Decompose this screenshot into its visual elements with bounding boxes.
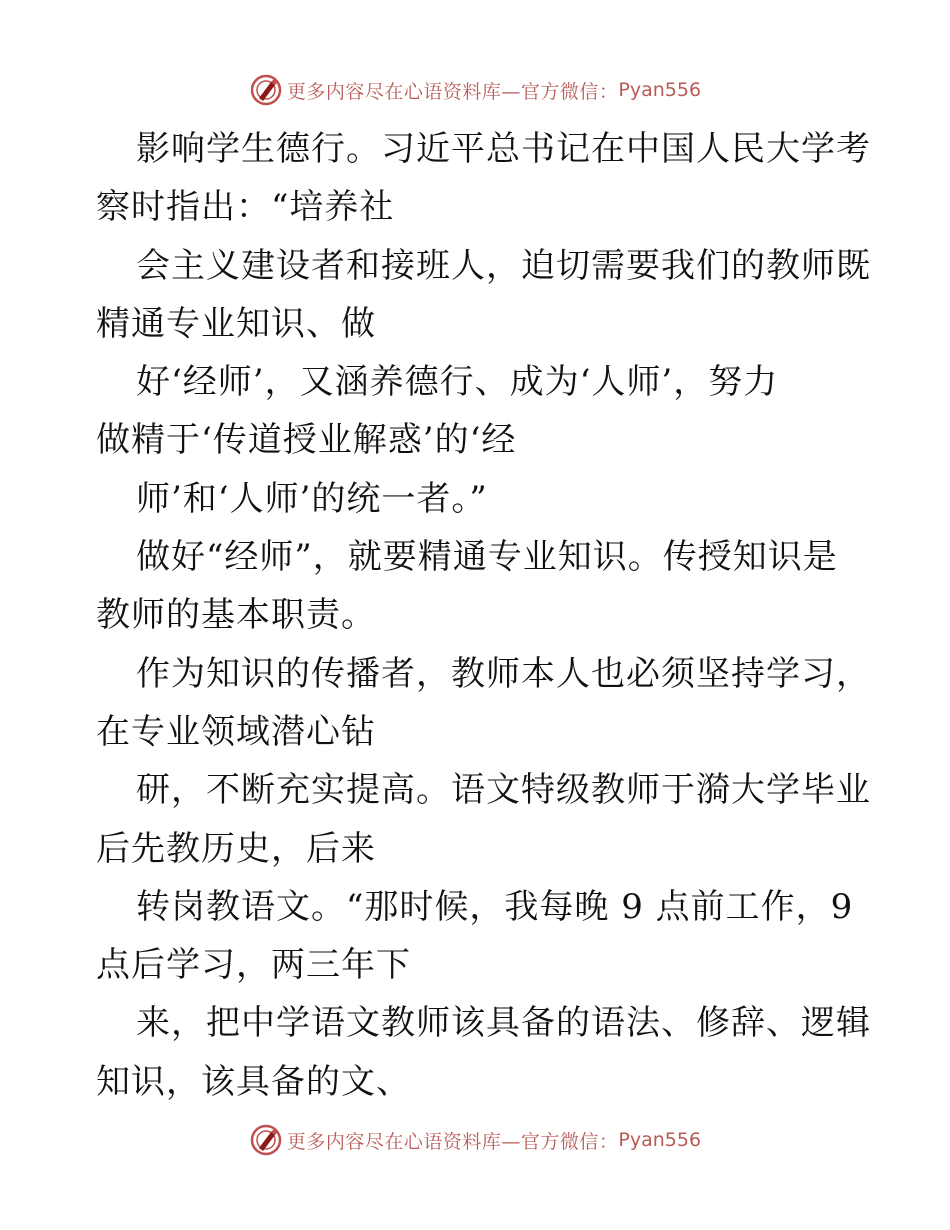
- watermark-handle: Pyan556: [618, 1129, 702, 1151]
- text-line: 研，不断充实提高。语文特级教师于漪大学毕业: [136, 770, 871, 811]
- text-line: 影响学生德行。习近平总书记在中国人民大学考: [136, 129, 871, 169]
- pen-nib-circle-icon: [249, 73, 283, 107]
- text-line: 做好“经师”，就要精通专业知识。传授知识是: [136, 537, 838, 578]
- text-line: 会主义建设者和接班人，迫切需要我们的教师既: [136, 245, 871, 286]
- pen-nib-circle-icon: [249, 1123, 283, 1157]
- watermark-text: 更多内容尽在心语资料库—官方微信：: [286, 80, 619, 103]
- text-line: 精通专业知识、做: [96, 303, 376, 344]
- text-line: 在专业领域潜心钻: [96, 711, 376, 752]
- text-line: 好‘经师’，又涵养德行、成为‘人师’，努力: [136, 362, 779, 403]
- header-watermark: [0, 72, 950, 108]
- document-body: [96, 120, 871, 1111]
- text-line: 来，把中学语文教师该具备的语法、修辞、逻辑: [136, 1003, 871, 1044]
- text-line: 后先教历史，后来: [96, 828, 376, 869]
- watermark-text: 更多内容尽在心语资料库—官方微信：: [286, 1130, 619, 1153]
- text-line: 师’和‘人师’的统一者。”: [136, 478, 488, 519]
- text-line: 做精于‘传道授业解惑’的‘经: [96, 420, 517, 461]
- text-line: 察时指出：“培养社: [96, 187, 395, 228]
- watermark-handle: Pyan556: [618, 79, 702, 101]
- text-line: 教师的基本职责。: [96, 595, 376, 636]
- footer-watermark: [0, 1122, 950, 1158]
- text-line: 点后学习，两三年下: [96, 945, 411, 986]
- text-line: 转岗教语文。“那时候，我每晚 9 点前工作，9: [136, 886, 854, 927]
- text-line: 作为知识的传播者，教师本人也必须坚持学习，: [136, 653, 871, 694]
- text-line: 知识，该具备的文、: [96, 1061, 411, 1102]
